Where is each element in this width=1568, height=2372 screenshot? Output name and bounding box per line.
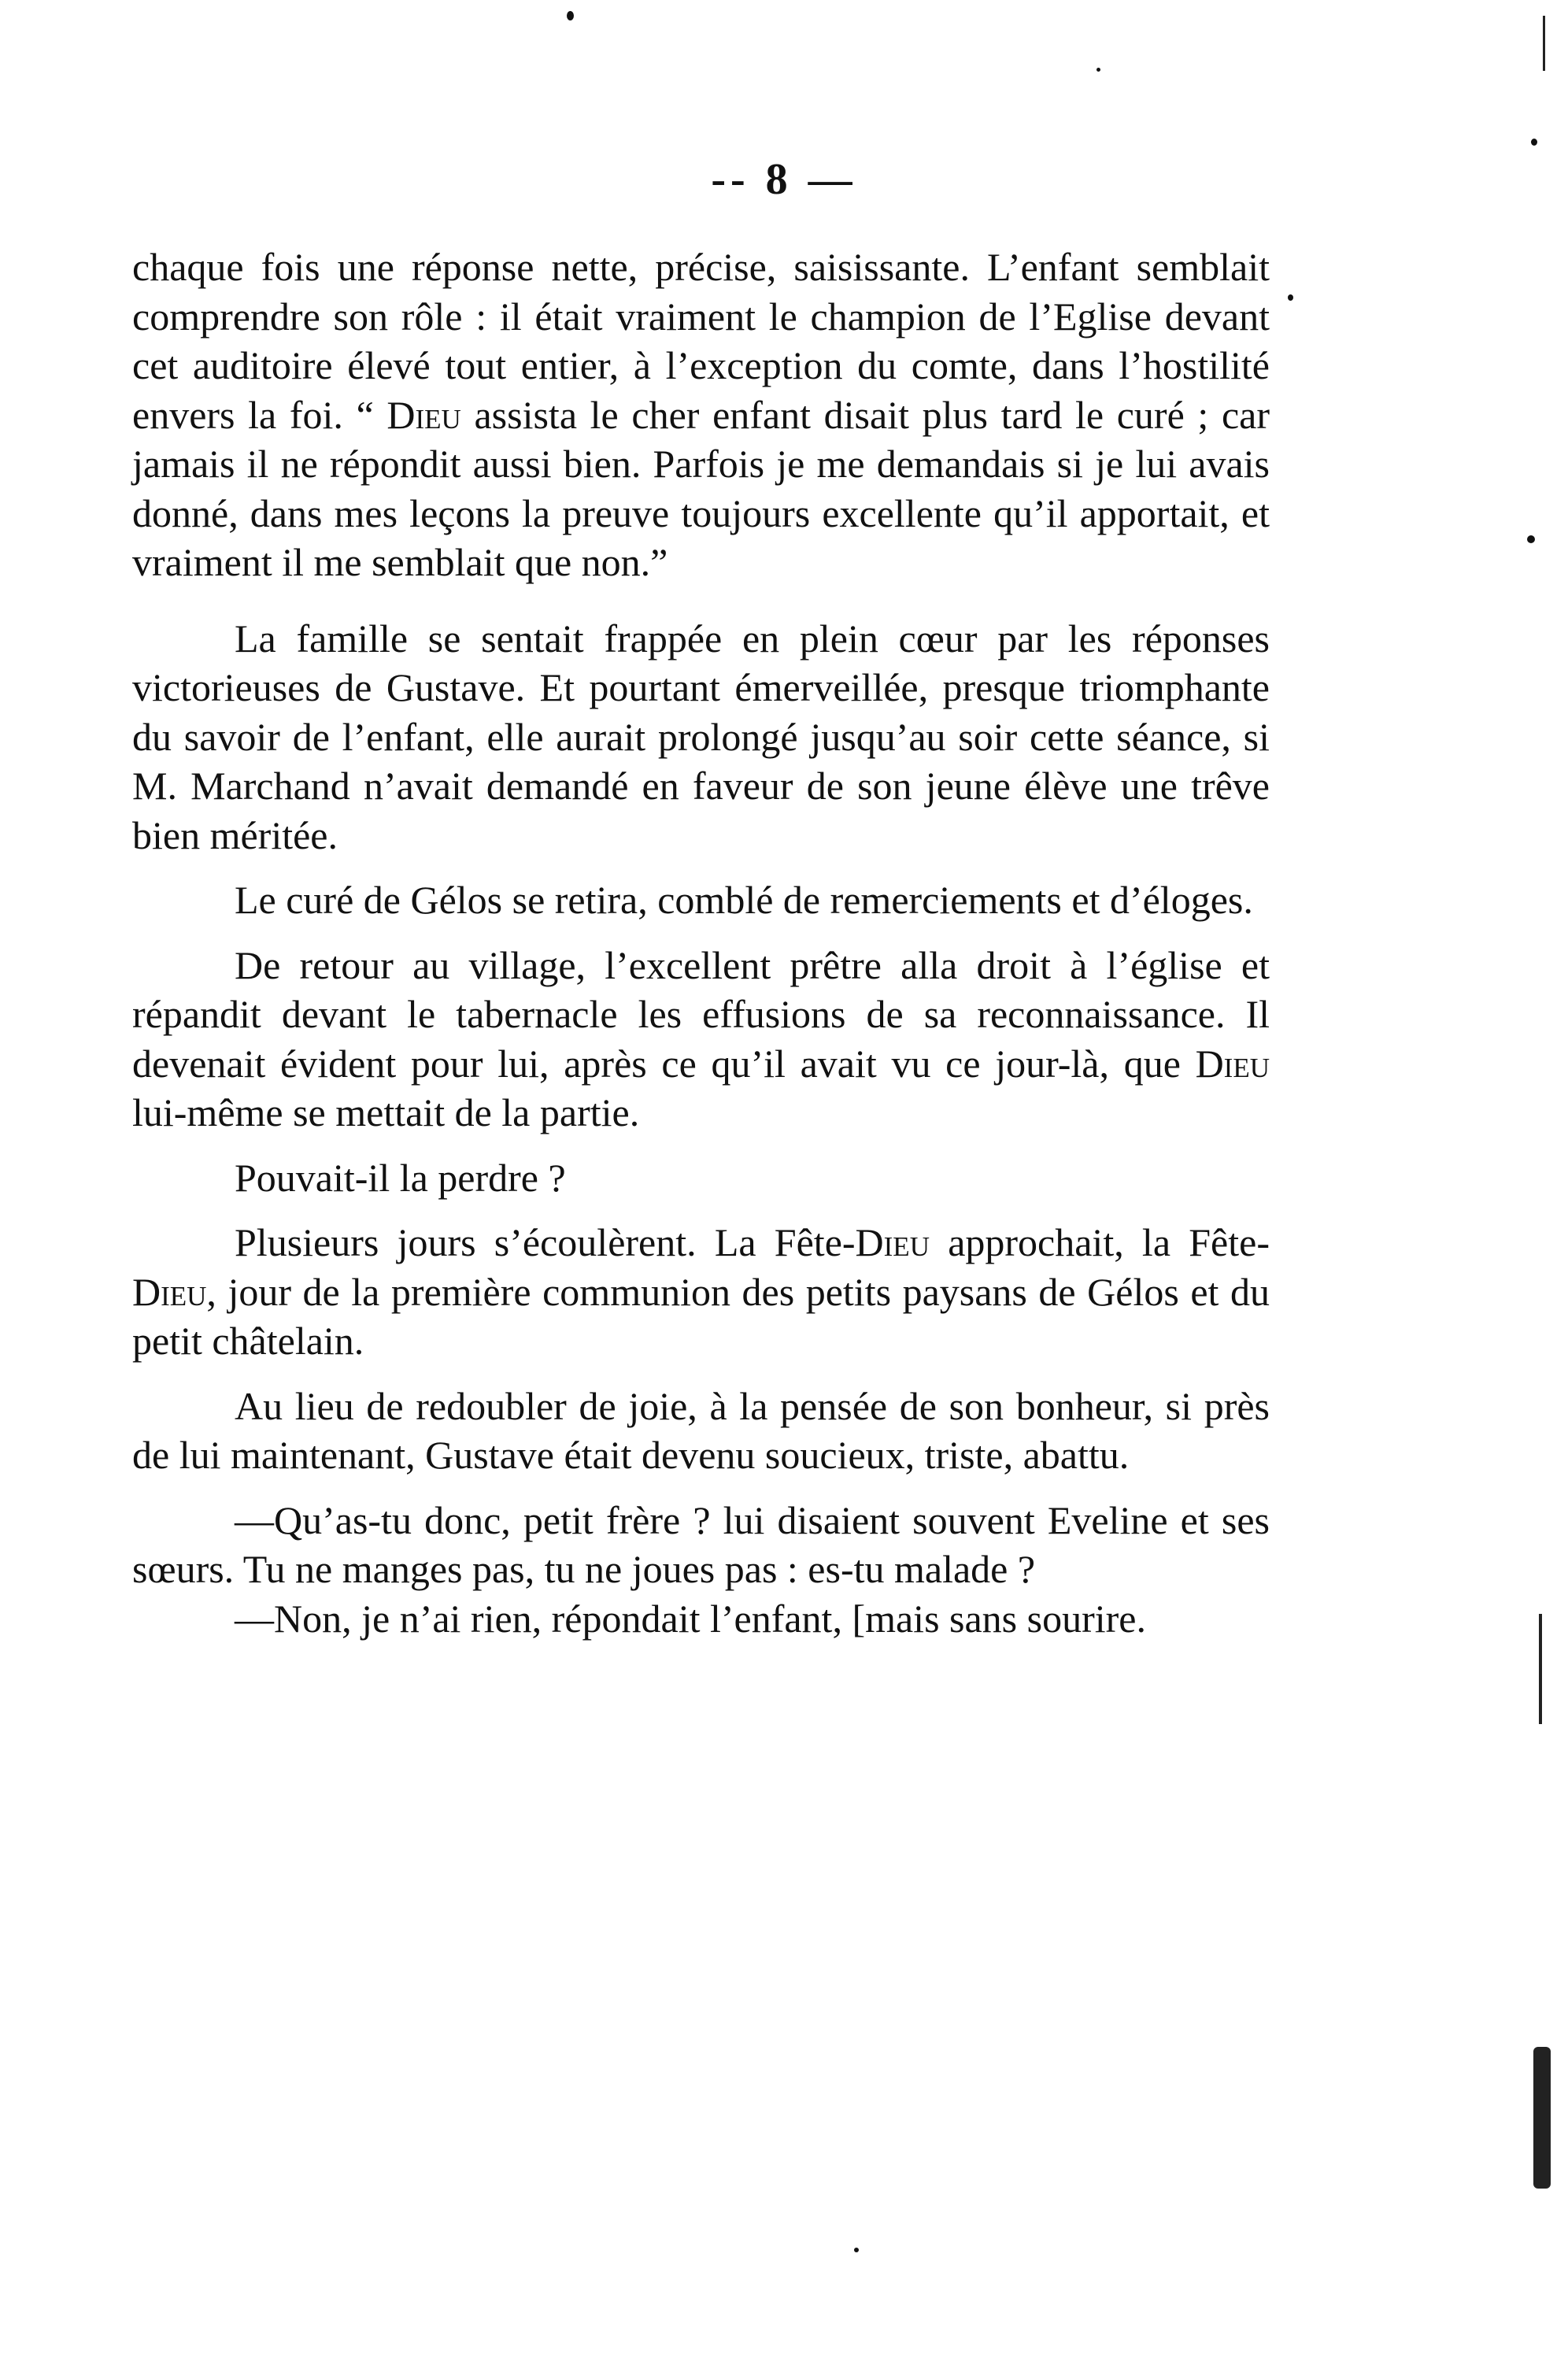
paragraph [132, 242, 1270, 587]
page-number: -- 8 — [711, 155, 857, 204]
paragraph [132, 875, 1270, 925]
body-text [132, 242, 1270, 1643]
paragraph [132, 1153, 1270, 1203]
paragraph [132, 1496, 1270, 1594]
small-caps-word: Dieu [386, 392, 461, 437]
scan-speck [1288, 294, 1293, 301]
text-run: Pouvait-il la perdre ? [235, 1155, 566, 1200]
text-run: —Non, je n’ai rien, répondait l’enfant, [mais sans sourire. [235, 1596, 1146, 1641]
scan-edge-mark [1539, 1614, 1542, 1724]
text-run: chaque fois une réponse nette, précise, saisissante. L’enfant semblait comprendre son rôle : il était vraiment le champion de l’Eglise devant cet auditoire élevé tout entier, à l’exception du comte, dans l’hostilité envers la foi. “ [132, 245, 1270, 437]
text-run: Au lieu de redoubler de joie, à la pensée de son bonheur, si près de lui maintenant, Gustave était devenu soucieux, triste, abattu. [132, 1383, 1270, 1477]
paragraph [132, 1594, 1270, 1644]
paragraph [132, 941, 1270, 1138]
small-caps-word: Dieu [855, 1220, 930, 1264]
text-run: lui-même se mettait de la partie. [132, 1090, 640, 1134]
text-run: assista le cher enfant disait plus tard le curé ; car jamais il ne répondit aussi bien. Parfois je me demandais si je lui avais donné, dans mes leçons la preuve toujours excellente qu’il apportait, et vraiment il me semblait que non.” [132, 392, 1270, 584]
small-caps-word: Dieu [1195, 1041, 1270, 1086]
scan-speck [1527, 535, 1535, 543]
paragraph [132, 614, 1270, 860]
paragraph [132, 1382, 1270, 1480]
scan-speck [1531, 139, 1537, 146]
text-run: Le curé de Gélos se retira, comblé de remerciements et d’éloges. [235, 878, 1253, 922]
text-run: , jour de la première communion des petits paysans de Gélos et du petit châtelain. [132, 1269, 1270, 1363]
small-caps-word: Dieu [132, 1269, 207, 1314]
paragraph [132, 1218, 1270, 1366]
scan-speck [1096, 68, 1100, 72]
scan-speck [854, 2248, 859, 2252]
scan-speck [567, 11, 574, 20]
text-run: La famille se sentait frappée en plein cœur par les réponses victorieuses de Gustave. Et pourtant émerveillée, presque triomphante du savoir de l’enfant, elle aurait prolongé jusqu’au soir cette séance, si M. Marchand n’avait demandé en faveur de son jeune élève une trêve bien méritée. [132, 616, 1270, 857]
text-run: approchait, la Fête- [929, 1220, 1270, 1264]
text-run: —Qu’as-tu donc, petit frère ? lui disaient souvent Eveline et ses sœurs. Tu ne manges pas, tu ne joues pas : es-tu malade ? [132, 1497, 1270, 1591]
text-run: Plusieurs jours s’écoulèrent. La Fête- [235, 1220, 856, 1264]
scan-edge-mark [1533, 2047, 1551, 2189]
text-run: De retour au village, l’excellent prêtre alla droit à l’église et répandit devant le tabernacle les effusions de sa reconnaissance. Il devenait évident pour lui, après ce qu’il avait vu ce jour-là, que [132, 942, 1270, 1086]
scan-edge-mark [1543, 16, 1545, 71]
